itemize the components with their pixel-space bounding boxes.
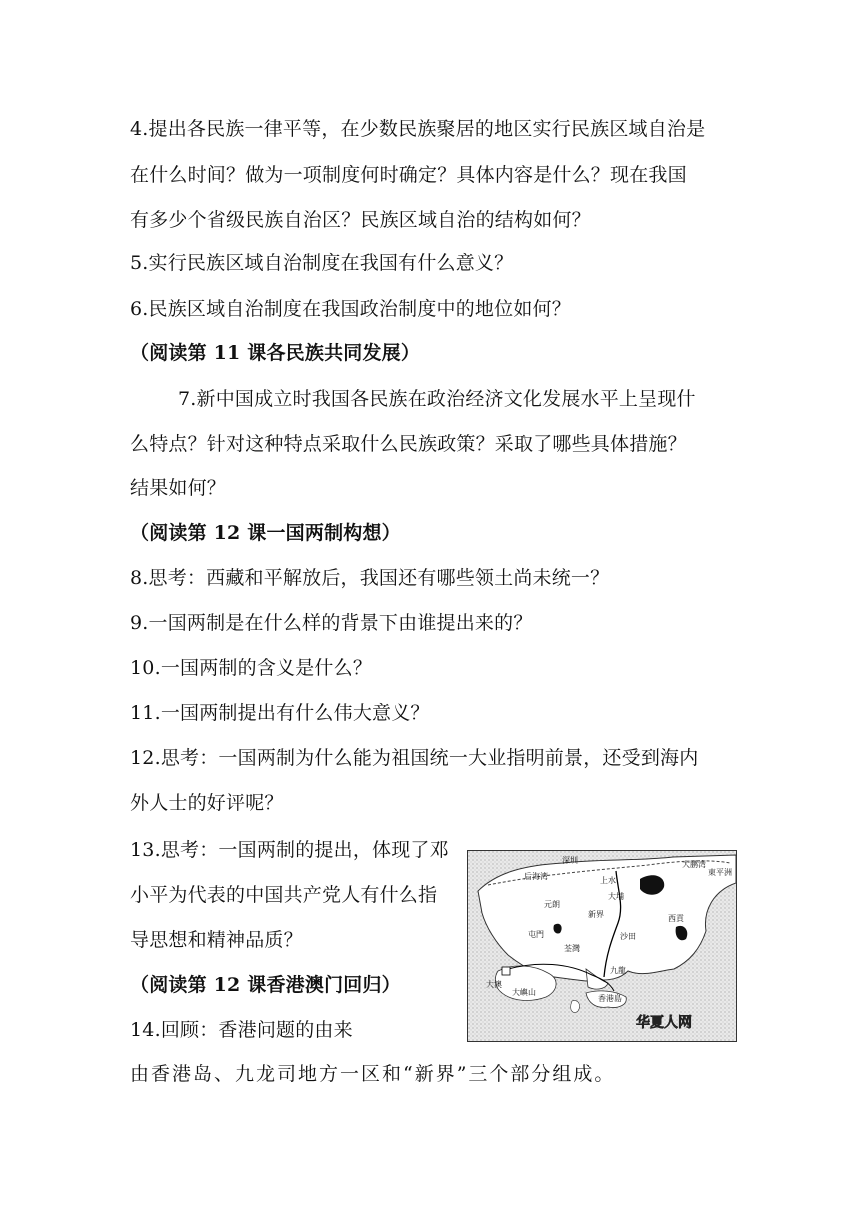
question-6: 6.民族区域自治制度在我国政治制度中的地位如何？ [130,298,571,320]
map-label-yuen-long: 元朗 [544,900,560,909]
question-9: 9.一国两制是在什么样的背景下由谁提出来的？ [130,612,533,634]
section-heading-lesson-12-hk-macao: （阅读第 12 课香港澳门回归） [130,974,401,996]
map-label-tung-ping-chau: 東平洲 [708,868,732,877]
question-8: 8.思考：西藏和平解放后，我国还有哪些领土尚未统一？ [130,567,610,589]
map-label-shenzhen: 深圳 [562,856,578,865]
answer-line: 由香港岛、九龙司地方一区和“新界”三个部分组成。 [130,1063,616,1085]
question-7-line-3: 结果如何？ [130,477,227,499]
section-heading-lesson-12-one-country: （阅读第 12 课一国两制构想） [130,522,401,544]
hong-kong-map-drawing [468,851,736,1041]
map-watermark: 华夏人网 [636,1015,692,1031]
map-label-tuen-mun: 屯門 [528,930,544,939]
map-label-sai-kung: 西貢 [668,914,684,923]
map-label-mirs-bay: 大鹏湾 [682,860,706,869]
map-label-sha-tin: 沙田 [620,932,636,941]
question-4-line-3: 有多少个省级民族自治区？民族区域自治的结构如何？ [130,209,591,231]
question-12-line-2: 外人士的好评呢？ [130,792,284,814]
map-label-sheung-shui: 上水 [600,876,616,885]
map-label-kowloon: 九龍 [610,966,626,975]
section-heading-lesson-11: （阅读第 11 课各民族共同发展） [130,342,421,364]
hong-kong-map [467,850,737,1042]
map-label-tai-po: 大埔 [608,892,624,901]
map-label-tai-o: 大澳 [486,980,502,989]
map-label-lantau: 大嶼山 [512,988,536,997]
map-label-new-territories: 新界 [588,910,604,919]
question-7-line-1: 7.新中国成立时我国各民族在政治经济文化发展水平上呈现什 [178,388,696,410]
question-7-line-2: 么特点？针对这种特点采取什么民族政策？采取了哪些具体措施？ [130,433,687,455]
map-label-deep-bay: 后海湾 [524,872,548,881]
question-14: 14.回顾：香港问题的由来 [130,1019,353,1041]
question-11: 11.一国两制提出有什么伟大意义？ [130,702,430,724]
question-13-line-1: 13.思考：一国两制的提出，体现了邓 [130,839,449,861]
map-label-tsuen-wan: 荃灣 [564,944,580,953]
map-label-hong-kong-island: 香港島 [598,994,622,1003]
question-10: 10.一国两制的含义是什么？ [130,657,373,679]
question-13-line-3: 导思想和精神品质？ [130,929,303,951]
question-4-line-1: 4.提出各民族一律平等，在少数民族聚居的地区实行民族区域自治是 [130,118,706,140]
question-12-line-1: 12.思考：一国两制为什么能为祖国统一大业指明前景，还受到海内 [130,747,699,769]
question-5: 5.实行民族区域自治制度在我国有什么意义？ [130,252,514,274]
question-13-line-2: 小平为代表的中国共产党人有什么指 [130,884,438,906]
question-4-line-2: 在什么时间？做为一项制度何时确定？具体内容是什么？现在我国 [130,164,687,186]
